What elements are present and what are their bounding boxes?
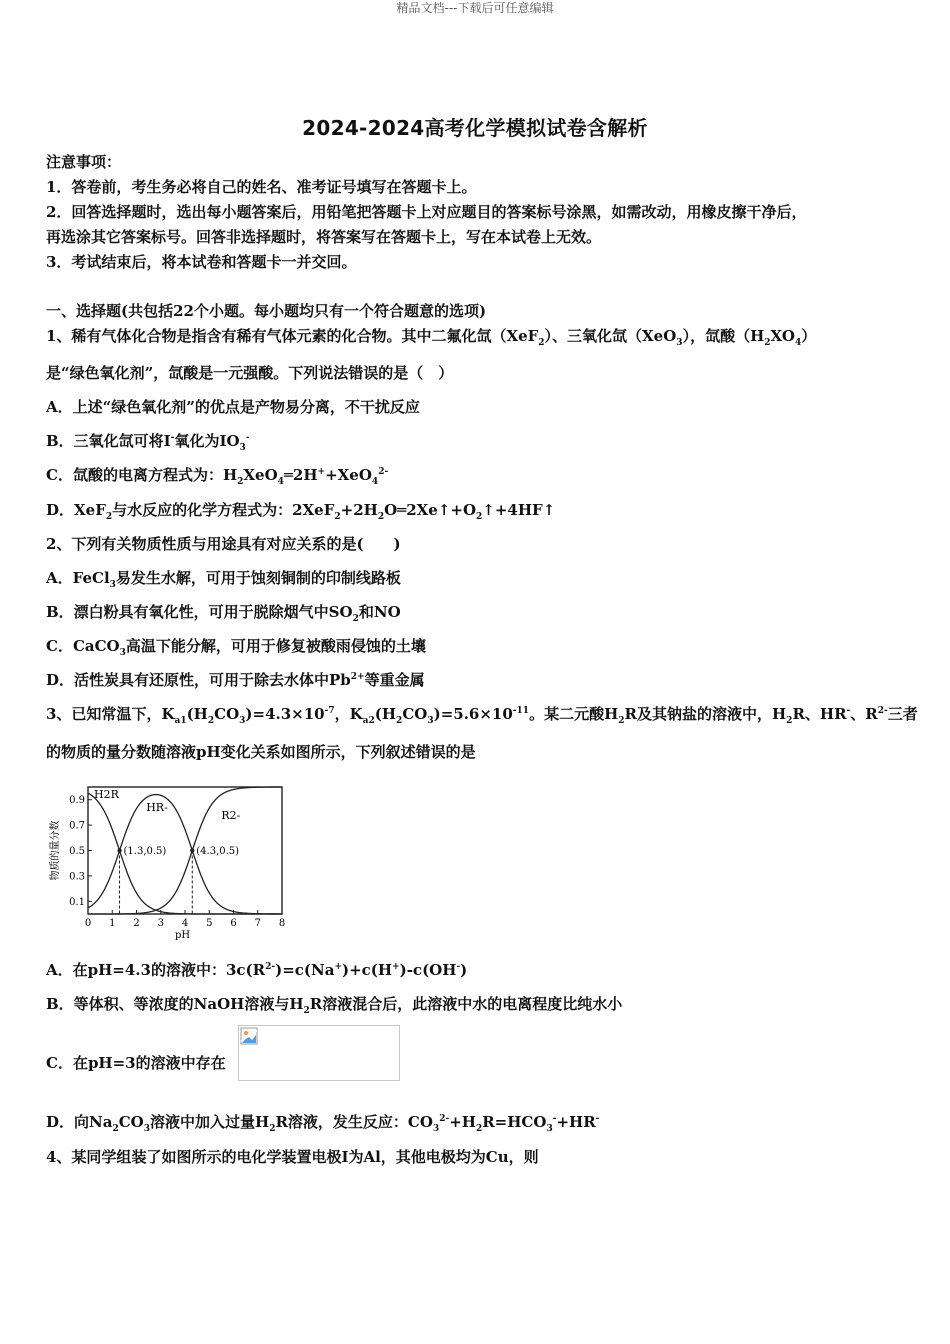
crossing-annotation: (4.3,0.5) xyxy=(196,846,240,857)
x-tick-label: 2 xyxy=(133,918,140,929)
plot-frame xyxy=(88,787,282,914)
x-tick-label: 7 xyxy=(254,918,261,929)
x-tick-label: 0 xyxy=(84,918,92,929)
q1-stem-line2: 是“绿色氧化剂”，氙酸是一元强酸。下列说法错误的是（ ） xyxy=(46,364,454,382)
q1-option-c: C．氙酸的电离方程式为：$H_2XeO_4═2H^++XeO_4^{2-}$ xyxy=(46,466,389,487)
section-heading: 一、选择题(共包括22个小题。每小题均只有一个符合题意的选项) xyxy=(46,302,487,320)
q2-stem: 2、下列有关物质性质与用途具有对应关系的是( ) xyxy=(46,535,401,553)
header-note: 精品文档---下载后可任意编辑 xyxy=(396,1,554,15)
q3-option-d: D．向$Na_2CO_3$溶液中加入过量$H_2R$溶液，发生反应：$CO_3^{2-}+H_2R=HCO_3^-+HR^-$ xyxy=(46,1113,600,1134)
missing-image-placeholder xyxy=(238,1025,400,1081)
x-tick-label: 5 xyxy=(206,918,213,929)
series-label-hr: HR- xyxy=(146,801,168,814)
x-tick-label: 6 xyxy=(230,918,237,929)
q3-stem-line1: 3、已知常温下，$K_{a1}(H_2CO_3)=4.3\times 10^{-7}$，$K_{a2}(H_2CO_3)=5.6\times 10^{-11}$。某二元酸$H_2R$及其钠盐的溶液中，$H_2R$、HR-、$R^{2-}$三者 xyxy=(46,705,918,726)
q2-option-a: A．FeCl$_3$易发生水解，可用于蚀刻铜制的印制线路板 xyxy=(46,569,401,590)
y-tick-label: 0.1 xyxy=(69,896,85,908)
notice-item-2-cont: 再选涂其它答案标号。回答非选择题时，将答案写在答题卡上，写在本试卷上无效。 xyxy=(46,228,602,246)
notice-item-1: 1．答卷前，考生务必将自己的姓名、准考证号填写在答题卡上。 xyxy=(46,178,477,196)
x-tick-label: 1 xyxy=(109,918,116,929)
y-tick-label: 0.5 xyxy=(69,846,85,857)
q2-option-b: B．漂白粉具有氧化性，可用于脱除烟气中$SO_2$和NO xyxy=(46,603,401,624)
notice-item-2: 2．回答选择题时，选出每小题答案后，用铅笔把答题卡上对应题目的答案标号涂黑，如需改动，用橡皮擦干净后， xyxy=(46,203,807,221)
q1-stem-line1: 1、稀有气体化合物是指含有稀有气体元素的化合物。其中二氟化氙（XeF$_2$）、三氧化氙（XeO$_3$），氙酸$(H_2XO_4)$ xyxy=(46,327,817,348)
y-tick-label: 0.7 xyxy=(69,820,85,832)
x-tick-label: 3 xyxy=(157,918,164,929)
series-line-h2r xyxy=(88,793,282,914)
series-line-hr xyxy=(88,795,282,914)
x-tick-label: 4 xyxy=(181,918,189,929)
crossing-point xyxy=(117,848,121,852)
notice-item-3: 3．考试结束后，将本试卷和答题卡一并交回。 xyxy=(46,253,357,271)
q2-option-d: D．活性炭具有还原性，可用于除去水体中$Pb^{2+}$等重金属 xyxy=(46,671,425,689)
q1-option-d: D．XeF$_2$与水反应的化学方程式为：$2XeF_2+2H_2O═2Xe↑+O_2↑+4HF↑$ xyxy=(46,501,556,522)
y-tick-label: 0.3 xyxy=(69,871,85,883)
q1-option-a: A．上述“绿色氧化剂”的优点是产物易分离，不干扰反应 xyxy=(46,398,420,416)
y-tick-label: 0.9 xyxy=(69,795,85,807)
series-label-h2r: H2R xyxy=(94,788,119,801)
q2-option-c: C．CaCO$_3$高温下能分解，可用于修复被酸雨侵蚀的土壤 xyxy=(46,637,426,658)
q1-option-b: B．三氧化氙可将I-氧化为$IO_3^-$ xyxy=(46,432,250,453)
q3-stem-line2: 的物质的量分数随溶液pH变化关系如图所示，下列叙述错误的是 xyxy=(46,743,476,761)
y-axis-label: 物质的量分数 xyxy=(50,820,61,881)
broken-image-icon xyxy=(240,1027,258,1045)
series-line-r2 xyxy=(88,787,282,914)
q4-stem: 4、某同学组装了如图所示的电化学装置电极I为Al，其他电极均为Cu，则 xyxy=(46,1148,539,1166)
q3-option-c: C．在pH=3的溶液中存在 xyxy=(46,1054,226,1072)
crossing-annotation: (1.3,0.5) xyxy=(123,846,167,857)
x-tick-label: 8 xyxy=(278,918,286,929)
crossing-point xyxy=(190,848,194,852)
notice-heading: 注意事项： xyxy=(46,153,122,171)
q3-option-a: A．在pH=4.3的溶液中：$3c(R^{2-})=c(Na^+)+c(H^+)-c(OH^-)$ xyxy=(46,961,468,979)
page-title: 2024-2024高考化学模拟试卷含解析 xyxy=(302,116,648,140)
species-fraction-chart xyxy=(46,780,291,940)
x-axis-label: pH xyxy=(175,930,191,940)
q3-option-b: B．等体积、等浓度的NaOH溶液与$H_2R$溶液混合后，此溶液中水的电离程度比纯水小 xyxy=(46,995,623,1016)
series-label-r2: R2- xyxy=(221,809,241,822)
